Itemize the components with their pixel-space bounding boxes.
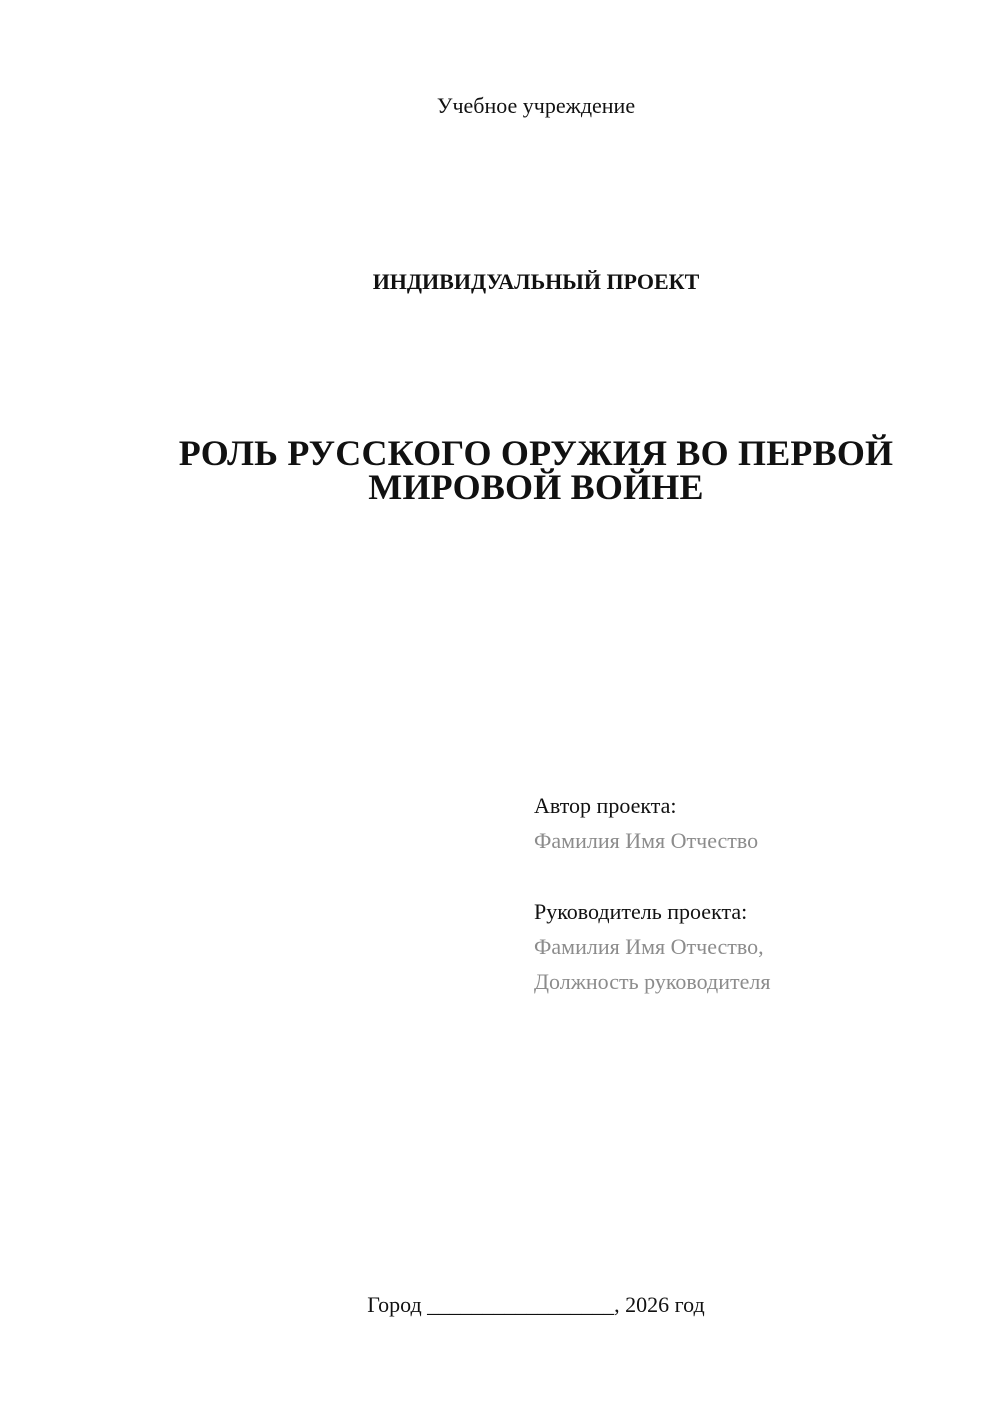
- institution-name: Учебное учреждение: [436, 93, 636, 118]
- supervisor-position: Должность руководителя: [534, 969, 771, 994]
- year-text: , 2026 год: [614, 1292, 705, 1317]
- author-label: Автор проекта:: [534, 793, 677, 818]
- supervisor-label: Руководитель проекта:: [534, 899, 748, 924]
- project-title: [150, 433, 922, 507]
- author-name: Фамилия Имя Отчество: [534, 828, 759, 853]
- document-type: ИНДИВИДУАЛЬНЫЙ ПРОЕКТ: [372, 269, 700, 294]
- city-blank: _________________: [427, 1292, 615, 1317]
- credits-block: [534, 788, 974, 999]
- city-label: Город: [367, 1292, 422, 1317]
- project-title-line-2: МИРОВОЙ ВОЙНЕ: [368, 467, 704, 507]
- city-year-line: [0, 1290, 1000, 1320]
- project-title-line-1: РОЛЬ РУССКОГО ОРУЖИЯ ВО ПЕРВОЙ: [178, 433, 894, 473]
- supervisor-name: Фамилия Имя Отчество,: [534, 934, 764, 959]
- credits-spacer: [534, 858, 974, 894]
